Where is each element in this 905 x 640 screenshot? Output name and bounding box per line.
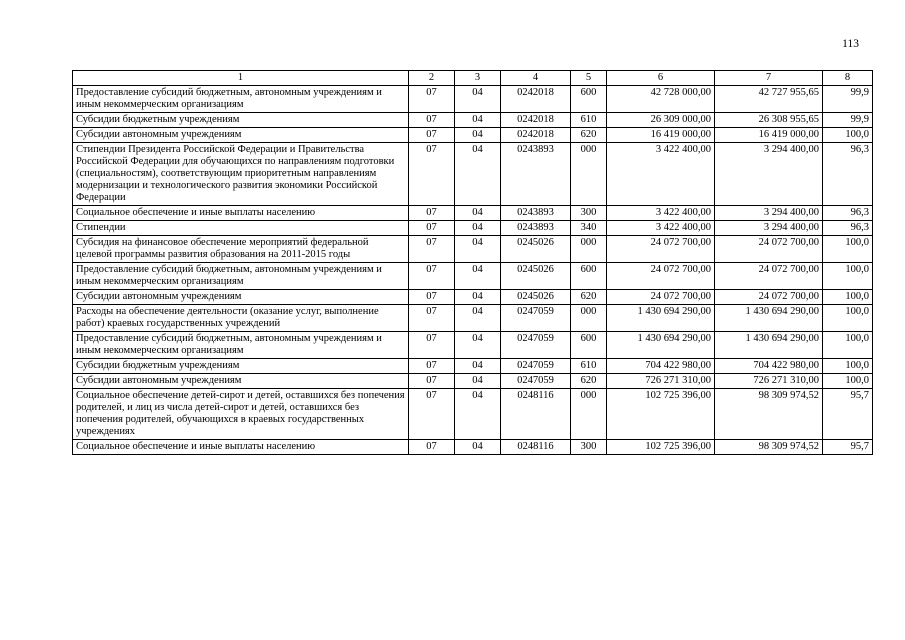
table-row [73,290,873,305]
table-row [73,143,873,206]
subsection-cell: 04 [455,143,501,206]
expense-type-cell: 600 [571,263,607,290]
table-row [73,128,873,143]
subsection-cell: 04 [455,263,501,290]
expense-type-cell: 600 [571,86,607,113]
execution-percent-cell: 100,0 [823,236,873,263]
target-article-cell: 0242018 [501,86,571,113]
actual-amount-cell: 42 727 955,65 [715,86,823,113]
actual-amount-cell: 1 430 694 290,00 [715,332,823,359]
actual-amount-cell: 726 271 310,00 [715,374,823,389]
column-header: 2 [409,71,455,86]
row-name-cell: Социальное обеспечение и иные выплаты населению [73,440,409,455]
row-name-cell: Стипендии [73,221,409,236]
planned-amount-cell: 24 072 700,00 [607,290,715,305]
header-row [73,71,873,86]
section-cell: 07 [409,263,455,290]
actual-amount-cell: 3 294 400,00 [715,206,823,221]
page-number: 113 [842,38,859,50]
column-header: 1 [73,71,409,86]
section-cell: 07 [409,359,455,374]
section-cell: 07 [409,206,455,221]
subsection-cell: 04 [455,290,501,305]
budget-table [72,70,873,455]
execution-percent-cell: 100,0 [823,128,873,143]
row-name-cell: Субсидии автономным учреждениям [73,290,409,305]
actual-amount-cell: 98 309 974,52 [715,440,823,455]
actual-amount-cell: 24 072 700,00 [715,263,823,290]
expense-type-cell: 300 [571,440,607,455]
subsection-cell: 04 [455,221,501,236]
row-name-cell: Стипендии Президента Российской Федерации и Правительства Российской Федерации для обучающихся по направлениям подготовки (специальностям), соответствующим приоритетным направлениям модернизации и технологического развития экономики Российской Федерации [73,143,409,206]
table-row [73,374,873,389]
table-row [73,206,873,221]
column-header: 6 [607,71,715,86]
section-cell: 07 [409,86,455,113]
expense-type-cell: 000 [571,236,607,263]
subsection-cell: 04 [455,86,501,113]
expense-type-cell: 620 [571,128,607,143]
table-row [73,305,873,332]
actual-amount-cell: 3 294 400,00 [715,143,823,206]
section-cell: 07 [409,440,455,455]
target-article-cell: 0242018 [501,128,571,143]
subsection-cell: 04 [455,332,501,359]
row-name-cell: Социальное обеспечение и иные выплаты населению [73,206,409,221]
expense-type-cell: 000 [571,305,607,332]
section-cell: 07 [409,332,455,359]
actual-amount-cell: 3 294 400,00 [715,221,823,236]
actual-amount-cell: 1 430 694 290,00 [715,305,823,332]
subsection-cell: 04 [455,128,501,143]
section-cell: 07 [409,305,455,332]
subsection-cell: 04 [455,374,501,389]
planned-amount-cell: 3 422 400,00 [607,143,715,206]
subsection-cell: 04 [455,236,501,263]
expense-type-cell: 620 [571,290,607,305]
execution-percent-cell: 99,9 [823,86,873,113]
planned-amount-cell: 3 422 400,00 [607,221,715,236]
row-name-cell: Субсидия на финансовое обеспечение мероприятий федеральной целевой программы развития образования на 2011-2015 годы [73,236,409,263]
target-article-cell: 0243893 [501,221,571,236]
subsection-cell: 04 [455,389,501,440]
subsection-cell: 04 [455,440,501,455]
expense-type-cell: 610 [571,359,607,374]
target-article-cell: 0247059 [501,305,571,332]
execution-percent-cell: 100,0 [823,305,873,332]
row-name-cell: Субсидии бюджетным учреждениям [73,359,409,374]
target-article-cell: 0247059 [501,332,571,359]
planned-amount-cell: 42 728 000,00 [607,86,715,113]
table-row [73,263,873,290]
section-cell: 07 [409,113,455,128]
execution-percent-cell: 99,9 [823,113,873,128]
planned-amount-cell: 26 309 000,00 [607,113,715,128]
table-row [73,113,873,128]
execution-percent-cell: 95,7 [823,389,873,440]
expense-type-cell: 000 [571,389,607,440]
row-name-cell: Социальное обеспечение детей-сирот и детей, оставшихся без попечения родителей, и лиц из числа детей-сирот и детей, оставшихся без попечения родителей, обучающихся в краевых государственных учреждениях [73,389,409,440]
row-name-cell: Субсидии автономным учреждениям [73,374,409,389]
table-body [73,86,873,455]
subsection-cell: 04 [455,359,501,374]
execution-percent-cell: 96,3 [823,143,873,206]
table-row [73,86,873,113]
execution-percent-cell: 100,0 [823,290,873,305]
target-article-cell: 0245026 [501,236,571,263]
execution-percent-cell: 100,0 [823,332,873,359]
row-name-cell: Субсидии бюджетным учреждениям [73,113,409,128]
target-article-cell: 0245026 [501,263,571,290]
expense-type-cell: 000 [571,143,607,206]
section-cell: 07 [409,236,455,263]
subsection-cell: 04 [455,305,501,332]
row-name-cell: Субсидии автономным учреждениям [73,128,409,143]
row-name-cell: Предоставление субсидий бюджетным, автономным учреждениям и иным некоммерческим организациям [73,86,409,113]
subsection-cell: 04 [455,113,501,128]
target-article-cell: 0248116 [501,389,571,440]
table-row [73,221,873,236]
target-article-cell: 0245026 [501,290,571,305]
planned-amount-cell: 16 419 000,00 [607,128,715,143]
table-row [73,359,873,374]
actual-amount-cell: 704 422 980,00 [715,359,823,374]
execution-percent-cell: 96,3 [823,221,873,236]
execution-percent-cell: 95,7 [823,440,873,455]
subsection-cell: 04 [455,206,501,221]
execution-percent-cell: 96,3 [823,206,873,221]
actual-amount-cell: 24 072 700,00 [715,236,823,263]
column-header: 3 [455,71,501,86]
planned-amount-cell: 1 430 694 290,00 [607,305,715,332]
execution-percent-cell: 100,0 [823,359,873,374]
section-cell: 07 [409,128,455,143]
table-row [73,332,873,359]
table-row [73,440,873,455]
planned-amount-cell: 3 422 400,00 [607,206,715,221]
planned-amount-cell: 102 725 396,00 [607,389,715,440]
actual-amount-cell: 26 308 955,65 [715,113,823,128]
actual-amount-cell: 24 072 700,00 [715,290,823,305]
target-article-cell: 0242018 [501,113,571,128]
section-cell: 07 [409,374,455,389]
column-header: 5 [571,71,607,86]
section-cell: 07 [409,221,455,236]
planned-amount-cell: 24 072 700,00 [607,236,715,263]
row-name-cell: Предоставление субсидий бюджетным, автономным учреждениям и иным некоммерческим организациям [73,263,409,290]
execution-percent-cell: 100,0 [823,263,873,290]
planned-amount-cell: 24 072 700,00 [607,263,715,290]
expense-type-cell: 620 [571,374,607,389]
section-cell: 07 [409,290,455,305]
target-article-cell: 0243893 [501,206,571,221]
target-article-cell: 0247059 [501,359,571,374]
table-row [73,236,873,263]
column-header: 7 [715,71,823,86]
expense-type-cell: 610 [571,113,607,128]
planned-amount-cell: 704 422 980,00 [607,359,715,374]
section-cell: 07 [409,143,455,206]
planned-amount-cell: 726 271 310,00 [607,374,715,389]
expense-type-cell: 300 [571,206,607,221]
column-header: 8 [823,71,873,86]
table-row [73,389,873,440]
expense-type-cell: 340 [571,221,607,236]
planned-amount-cell: 102 725 396,00 [607,440,715,455]
execution-percent-cell: 100,0 [823,374,873,389]
actual-amount-cell: 98 309 974,52 [715,389,823,440]
target-article-cell: 0243893 [501,143,571,206]
column-header: 4 [501,71,571,86]
row-name-cell: Расходы на обеспечение деятельности (оказание услуг, выполнение работ) краевых государственных учреждений [73,305,409,332]
target-article-cell: 0248116 [501,440,571,455]
expense-type-cell: 600 [571,332,607,359]
planned-amount-cell: 1 430 694 290,00 [607,332,715,359]
actual-amount-cell: 16 419 000,00 [715,128,823,143]
target-article-cell: 0247059 [501,374,571,389]
section-cell: 07 [409,389,455,440]
row-name-cell: Предоставление субсидий бюджетным, автономным учреждениям и иным некоммерческим организациям [73,332,409,359]
